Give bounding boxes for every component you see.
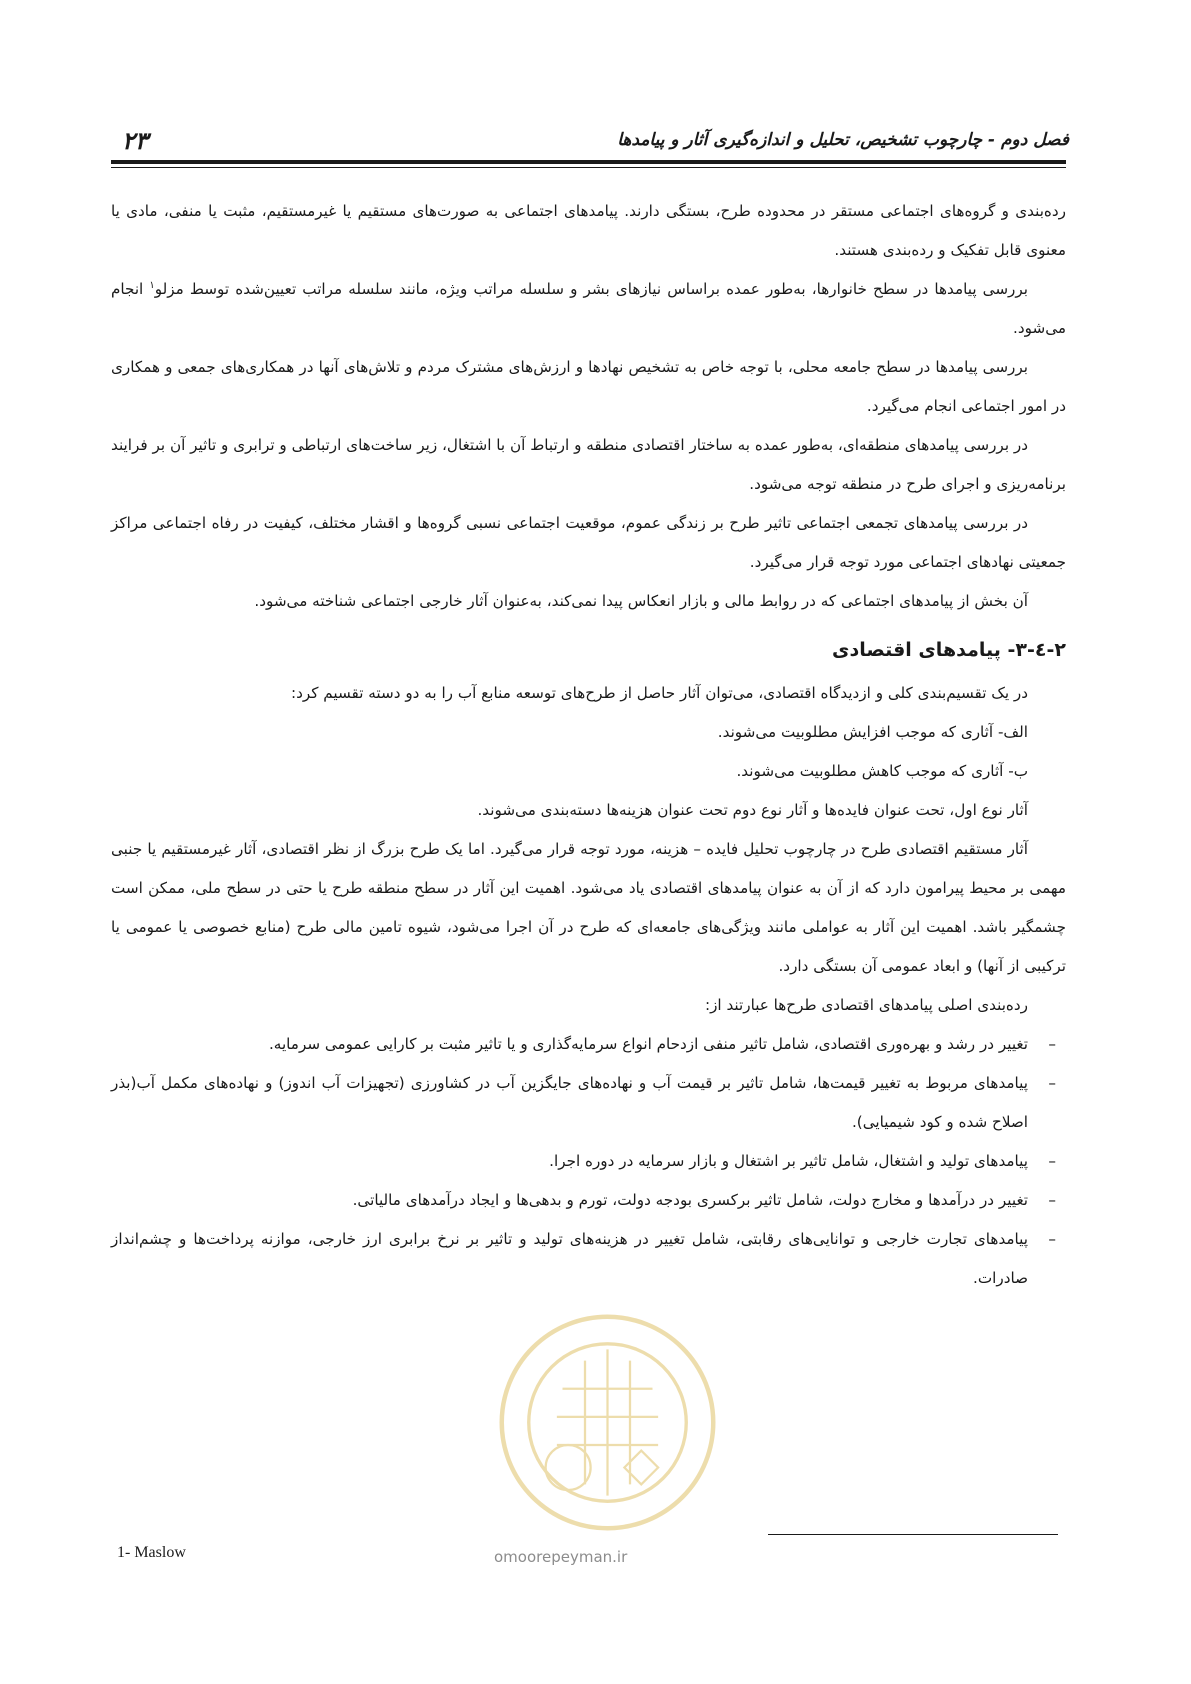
footnote: 1- Maslow [117,1544,186,1561]
list-item-text: پیامدهای مربوط به تغییر قیمت‌ها، شامل تاثیر بر قیمت آب و نهاده‌های جایگزین آب در کشاورزی (تجهیزات آب اندوز) و نهاده‌های مکمل آب(بذر اصلاح شده و کود شیمیایی). [111,1074,1028,1131]
paragraph-text: بررسی پیامدها در سطح خانوارها، به‌طور عمده براساس نیازهای بشر و سلسله مراتب ویژه، مانند سلسله مراتب تعیین‌شده توسط مزلو [154,280,1028,298]
section-heading: ۲-٤-۳- پیامدهای اقتصادی [832,639,1066,661]
header-rule-thick [111,160,1066,164]
paragraph [111,270,1066,348]
paragraph: آثار مستقیم اقتصادی طرح در چارچوب تحلیل فایده – هزینه، مورد توجه قرار می‌گیرد. اما یک طرح بزرگ از نظر اقتصادی، آثار غیرمستقیم یا جنبی مهمی بر محیط پیرامون دارد که از آن به عنوان پیامدهای اقتصادی یاد می‌شود. اهمیت این آثار در سطح منطقه طرح یا حتی در سطح ملی، ممکن است چشمگیر باشد. اهمیت این آثار به عواملی مانند ویژگی‌های جامعه‌ای که طرح در آن اجرا می‌شود، شیوه تامین مالی طرح (منابع خصوصی یا عمومی یا ترکیبی از آنها) و ابعاد عمومی آن بستگی دارد. [111,840,1066,975]
header-rule-thin [111,167,1066,168]
list-item [111,1181,1066,1220]
paragraph: آن بخش از پیامدهای اجتماعی که در روابط مالی و بازار انعکاس پیدا نمی‌کند، به‌عنوان آثار خارجی اجتماعی شناخته می‌شود. [254,592,1028,610]
bullet-dash: – [1048,1074,1056,1092]
paragraph: در بررسی پیامدهای منطقه‌ای، به‌طور عمده به ساختار اقتصادی منطقه و ارتباط آن با اشتغال، زیر ساخت‌های ارتباطی و ترابری و تاثیر آن بر فرایند برنامه‌ریزی و اجرای طرح در منطقه توجه می‌شود. [111,436,1066,493]
bullet-dash: – [1048,1191,1056,1209]
watermark-site: omoorepeyman.ir [494,1548,628,1566]
list-item-text: پیامدهای تولید و اشتغال، شامل تاثیر بر اشتغال و بازار سرمایه در دوره اجرا. [549,1152,1028,1170]
list-item [111,1025,1066,1064]
paragraph: رده‌بندی و گروه‌های اجتماعی مستقر در محدوده طرح، بستگی دارند. پیامدهای اجتماعی به صورت‌های مستقیم یا غیرمستقیم، مثبت یا منفی، مادی یا معنوی قابل تفکیک و رده‌بندی هستند. [111,202,1066,259]
bullet-dash: – [1048,1035,1056,1053]
list-item-text: تغییر در رشد و بهره‌وری اقتصادی، شامل تاثیر منفی ازدحام انواع سرمایه‌گذاری و یا تاثیر مثبت بر کارایی عمومی سرمایه. [268,1035,1028,1053]
page-number: ۲۳ [122,126,148,155]
paragraph: آثار نوع اول، تحت عنوان فایده‌ها و آثار نوع دوم تحت عنوان هزینه‌ها دسته‌بندی می‌شوند. [477,801,1028,819]
list-item [111,1142,1066,1181]
paragraph: رده‌بندی اصلی پیامدهای اقتصادی طرح‌ها عبارتند از: [704,996,1028,1014]
bullet-list [111,1025,1066,1298]
seal-logo-icon [495,1310,720,1535]
paragraph-tail: انجام می‌شود. [111,280,1066,337]
bullet-dash: – [1048,1152,1056,1170]
footnote-marker: ۱ [149,279,155,291]
chapter-title: فصل دوم - چارچوب تشخیص، تحلیل و اندازه‌گیری آثار و پیامدها [617,130,1069,150]
list-item [111,1064,1066,1142]
footnote-rule [768,1534,1058,1535]
list-item-text: تغییر در درآمدها و مخارج دولت، شامل تاثیر برکسری بودجه دولت، تورم و بدهی‌ها و ایجاد درآمدهای مالیاتی. [352,1191,1028,1209]
paragraph: در بررسی پیامدهای تجمعی اجتماعی تاثیر طرح بر زندگی عموم، موقعیت اجتماعی نسبی گروه‌ها و اقشار مختلف، کیفیت در رفاه اجتماعی مراکز جمعیتی نهادهای اجتماعی مورد توجه قرار می‌گیرد. [111,514,1066,571]
bullet-dash: – [1048,1230,1056,1248]
list-item-alef: الف- آثاری که موجب افزایش مطلوبیت می‌شوند. [717,723,1028,741]
paragraph: بررسی پیامدها در سطح جامعه محلی، با توجه خاص به تشخیص نهادها و ارزش‌های مشترک مردم و تلاش‌های آنها در همکاری‌های جمعی و همکاری در امور اجتماعی انجام می‌گیرد. [111,358,1066,415]
paragraph: در یک تقسیم‌بندی کلی و ازدیدگاه اقتصادی، می‌توان آثار حاصل از طرح‌های توسعه منابع آب را به دو دسته تقسیم کرد: [290,684,1028,702]
list-item-be: ب- آثاری که موجب کاهش مطلوبیت می‌شوند. [736,762,1028,780]
list-item [111,1220,1066,1298]
page-content [111,192,1066,1298]
list-item-text: پیامدهای تجارت خارجی و توانایی‌های رقابتی، شامل تغییر در هزینه‌های تولید و تاثیر بر نرخ برابری ارز خارجی، موازنه پرداخت‌ها و چشم‌انداز صادرات. [111,1230,1028,1287]
